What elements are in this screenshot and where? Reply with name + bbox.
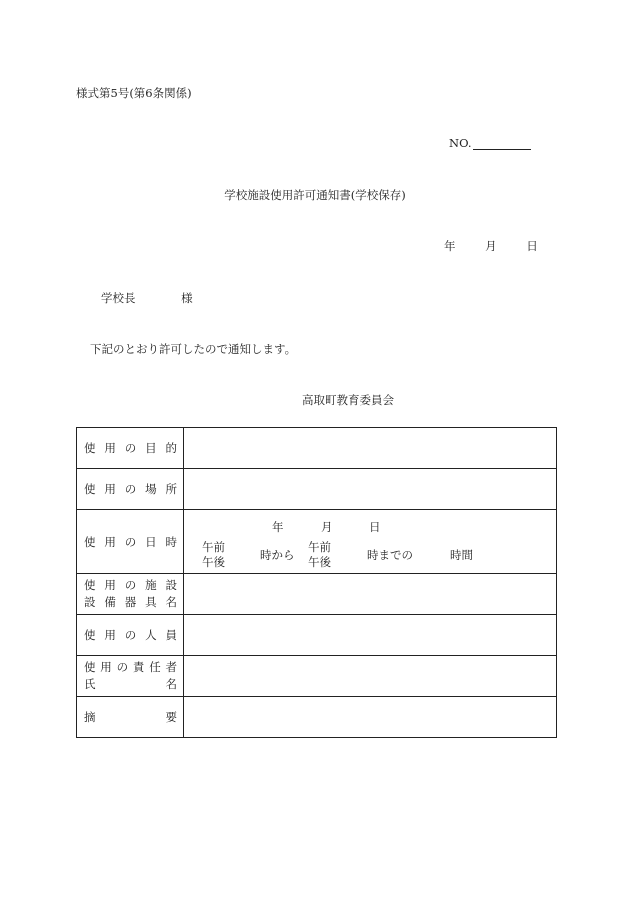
label-char: 場 bbox=[145, 482, 157, 496]
issuer: 高取町教育委員会 bbox=[302, 393, 394, 407]
label-char: 目 bbox=[145, 441, 157, 455]
value-responsible[interactable] bbox=[184, 656, 557, 697]
end-pm: 午後 bbox=[308, 555, 331, 569]
label-char: 者 bbox=[165, 660, 177, 674]
label-char: 所 bbox=[165, 482, 177, 496]
label-place bbox=[77, 469, 184, 510]
label-char: 使 bbox=[84, 441, 96, 455]
label-facility bbox=[77, 574, 184, 615]
label-char: 用 bbox=[104, 482, 116, 496]
addressee bbox=[101, 290, 193, 306]
table-row-purpose bbox=[77, 428, 557, 469]
label-char: 人 bbox=[145, 628, 157, 642]
doc-no-blank[interactable] bbox=[473, 137, 531, 150]
label-char: の bbox=[124, 534, 137, 549]
start-pm: 午後 bbox=[202, 555, 225, 569]
doc-no-label: NO. bbox=[449, 136, 472, 150]
label-char: の bbox=[124, 482, 137, 496]
label-char: 任 bbox=[149, 660, 161, 674]
value-purpose[interactable] bbox=[184, 428, 557, 469]
label-char: 使 bbox=[84, 482, 96, 496]
label-responsible bbox=[77, 656, 184, 697]
label-char: 日 bbox=[145, 534, 157, 549]
label-remarks bbox=[77, 697, 184, 738]
table-row-place bbox=[77, 469, 557, 510]
label-char: 備 bbox=[104, 595, 116, 609]
form-number: 様式第5号(第6条関係) bbox=[76, 86, 192, 100]
label-char: 具 bbox=[145, 595, 157, 609]
start-am: 午前 bbox=[202, 540, 225, 554]
label-char: 時 bbox=[165, 534, 177, 549]
value-facility[interactable] bbox=[184, 574, 557, 615]
label-char: の bbox=[116, 660, 129, 674]
datetime-duration: 時間 bbox=[450, 548, 473, 562]
table-row-datetime bbox=[77, 510, 557, 574]
label-char: の bbox=[124, 628, 137, 642]
datetime-until: 時までの bbox=[367, 548, 413, 562]
datetime-day: 日 bbox=[369, 520, 381, 534]
addressee-title: 学校長 bbox=[101, 291, 136, 305]
label-char: 設 bbox=[165, 578, 177, 592]
label-char: 用 bbox=[104, 578, 116, 592]
label-char: 用 bbox=[104, 628, 116, 642]
table-row-responsible bbox=[77, 656, 557, 697]
document-title: 学校施設使用許可通知書(学校保存) bbox=[224, 188, 406, 202]
value-attendees[interactable] bbox=[184, 615, 557, 656]
label-char: 摘 bbox=[84, 710, 96, 724]
label-char: 使 bbox=[84, 660, 96, 674]
label-char: 名 bbox=[165, 677, 177, 691]
end-am: 午前 bbox=[308, 540, 331, 554]
value-place[interactable] bbox=[184, 469, 557, 510]
table-row-facility bbox=[77, 574, 557, 615]
table-row-remarks bbox=[77, 697, 557, 738]
body-text: 下記のとおり許可したので通知します。 bbox=[90, 342, 297, 356]
honorific: 様 bbox=[181, 291, 193, 305]
label-purpose bbox=[77, 428, 184, 469]
label-char: 設 bbox=[84, 595, 96, 609]
label-char: の bbox=[124, 578, 137, 592]
label-char: 用 bbox=[104, 534, 116, 549]
start-ampm[interactable] bbox=[202, 540, 225, 570]
label-char: 使 bbox=[84, 534, 96, 549]
label-char: 要 bbox=[165, 710, 177, 724]
label-char: 氏 bbox=[84, 677, 96, 691]
label-char: の bbox=[124, 441, 137, 455]
label-char: 使 bbox=[84, 628, 96, 642]
label-char: 用 bbox=[100, 660, 112, 674]
document-number bbox=[449, 136, 531, 150]
label-attendees bbox=[77, 615, 184, 656]
value-datetime[interactable] bbox=[184, 510, 557, 574]
label-datetime bbox=[77, 510, 184, 574]
datetime-month: 月 bbox=[321, 520, 333, 534]
label-char: 員 bbox=[165, 628, 177, 642]
datetime-year: 年 bbox=[272, 520, 284, 534]
label-char: 名 bbox=[165, 595, 177, 609]
label-char: 的 bbox=[165, 441, 177, 455]
date-month: 月 bbox=[485, 239, 497, 253]
label-char: 施 bbox=[145, 578, 157, 592]
issue-date bbox=[444, 238, 538, 254]
label-char: 責 bbox=[132, 660, 145, 674]
label-char: 用 bbox=[104, 441, 116, 455]
datetime-from: 時から bbox=[260, 548, 295, 562]
date-day: 日 bbox=[526, 239, 538, 253]
date-year: 年 bbox=[444, 239, 456, 253]
end-ampm[interactable] bbox=[308, 540, 331, 570]
table-row-attendees bbox=[77, 615, 557, 656]
value-remarks[interactable] bbox=[184, 697, 557, 738]
label-char: 器 bbox=[124, 595, 137, 609]
permit-table bbox=[76, 427, 557, 738]
label-char: 使 bbox=[84, 578, 96, 592]
